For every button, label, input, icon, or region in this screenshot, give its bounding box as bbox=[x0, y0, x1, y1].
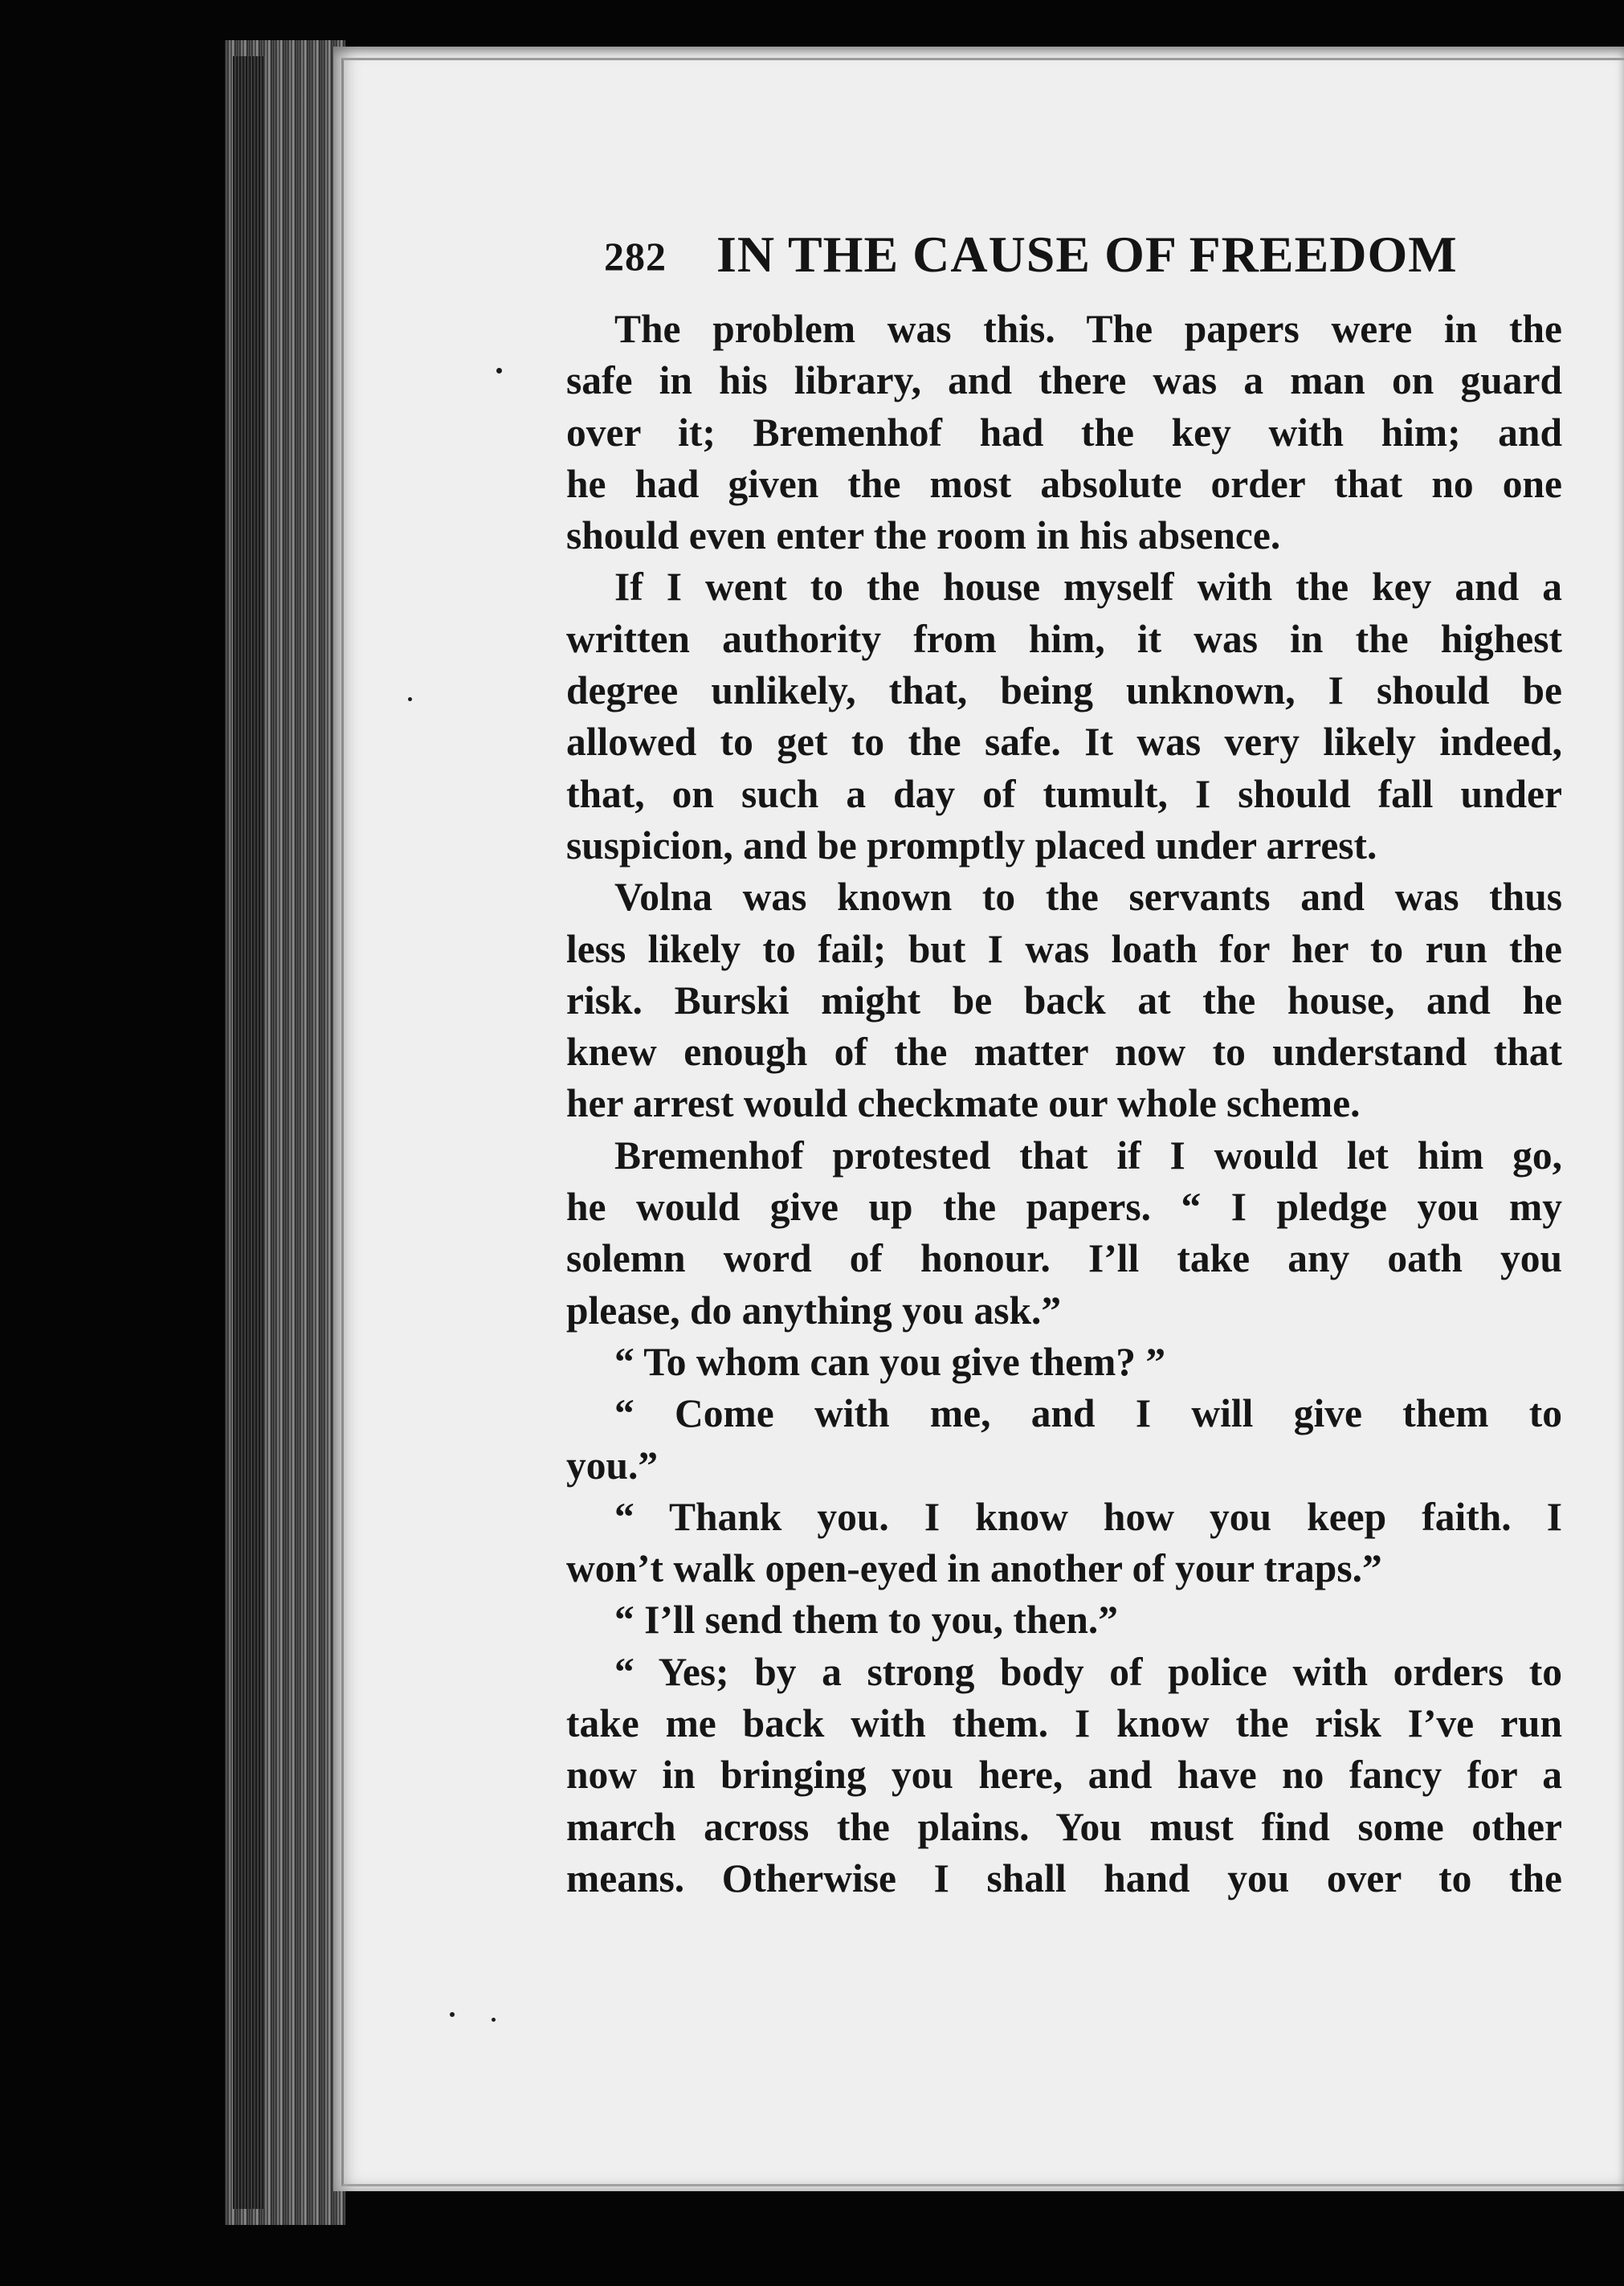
text-line: safe in his library, and there was a man on guard bbox=[566, 358, 1562, 403]
text-line: you.” bbox=[566, 1443, 659, 1488]
text-line: “ I’ll send them to you, then.” bbox=[614, 1598, 1119, 1643]
paragraph bbox=[566, 1388, 1562, 1492]
text-line: written authority from him, it was in the highest bbox=[566, 616, 1562, 661]
text-line: “ Come with me, and I will give them to bbox=[614, 1391, 1562, 1436]
body-text bbox=[566, 304, 1562, 1904]
text-line: that, on such a day of tumult, I should fall under bbox=[566, 771, 1562, 816]
text-line: means. Otherwise I shall hand you over to the bbox=[566, 1855, 1562, 1900]
paragraph bbox=[566, 1337, 1562, 1388]
text-line: solemn word of honour. I’ll take any oath you bbox=[566, 1236, 1562, 1281]
text-line: “ Yes; by a strong body of police with orders to bbox=[614, 1649, 1562, 1694]
scan-speck bbox=[496, 368, 502, 374]
scan-speck bbox=[408, 697, 412, 701]
text-line: Volna was known to the servants and was thus bbox=[614, 875, 1562, 920]
paragraph bbox=[566, 1594, 1562, 1646]
text-line: now in bringing you here, and have no fancy for a bbox=[566, 1753, 1562, 1798]
text-line: less likely to fail; but I was loath for her to run the bbox=[566, 926, 1562, 971]
text-line: degree unlikely, that, being unknown, I should be bbox=[566, 668, 1562, 713]
text-line: If I went to the house myself with the key and a bbox=[614, 565, 1562, 610]
text-line: won’t walk open-eyed in another of your traps.” bbox=[566, 1546, 1382, 1591]
text-line: he would give up the papers. “ I pledge you my bbox=[566, 1185, 1562, 1230]
text-line: “ Thank you. I know how you keep faith. I bbox=[614, 1494, 1562, 1539]
text-line: risk. Burski might be back at the house, and he bbox=[566, 978, 1562, 1023]
text-line: over it; Bremenhof had the key with him; and bbox=[566, 410, 1562, 455]
text-line: The problem was this. The papers were in the bbox=[614, 307, 1562, 351]
scan-speck bbox=[450, 2012, 455, 2017]
text-line: he had given the most absolute order that no one bbox=[566, 461, 1562, 506]
page-number: 282 bbox=[604, 234, 667, 279]
text-line: should even enter the room in his absence. bbox=[566, 513, 1281, 558]
paragraph bbox=[566, 872, 1562, 1129]
text-line: Bremenhof protested that if I would let him go, bbox=[614, 1133, 1562, 1178]
page-header bbox=[604, 225, 1479, 289]
paragraph bbox=[566, 1647, 1562, 1904]
scan-speck bbox=[492, 2018, 496, 2022]
text-line: please, do anything you ask.” bbox=[566, 1288, 1062, 1333]
paragraph bbox=[566, 304, 1562, 561]
text-line: march across the plains. You must find some other bbox=[566, 1804, 1562, 1849]
text-line: knew enough of the matter now to understand that bbox=[566, 1030, 1562, 1075]
book-binding-shadow bbox=[233, 56, 265, 2209]
text-line: “ To whom can you give them? ” bbox=[614, 1339, 1166, 1384]
running-title: IN THE CAUSE OF FREEDOM bbox=[716, 226, 1458, 283]
text-line: allowed to get to the safe. It was very likely indeed, bbox=[566, 720, 1562, 765]
paragraph bbox=[566, 1492, 1562, 1595]
paragraph bbox=[566, 561, 1562, 872]
paragraph bbox=[566, 1130, 1562, 1337]
text-line: her arrest would checkmate our whole scheme. bbox=[566, 1081, 1361, 1126]
text-line: take me back with them. I know the risk I’ve run bbox=[566, 1701, 1562, 1746]
text-line: suspicion, and be promptly placed under arrest. bbox=[566, 823, 1377, 867]
